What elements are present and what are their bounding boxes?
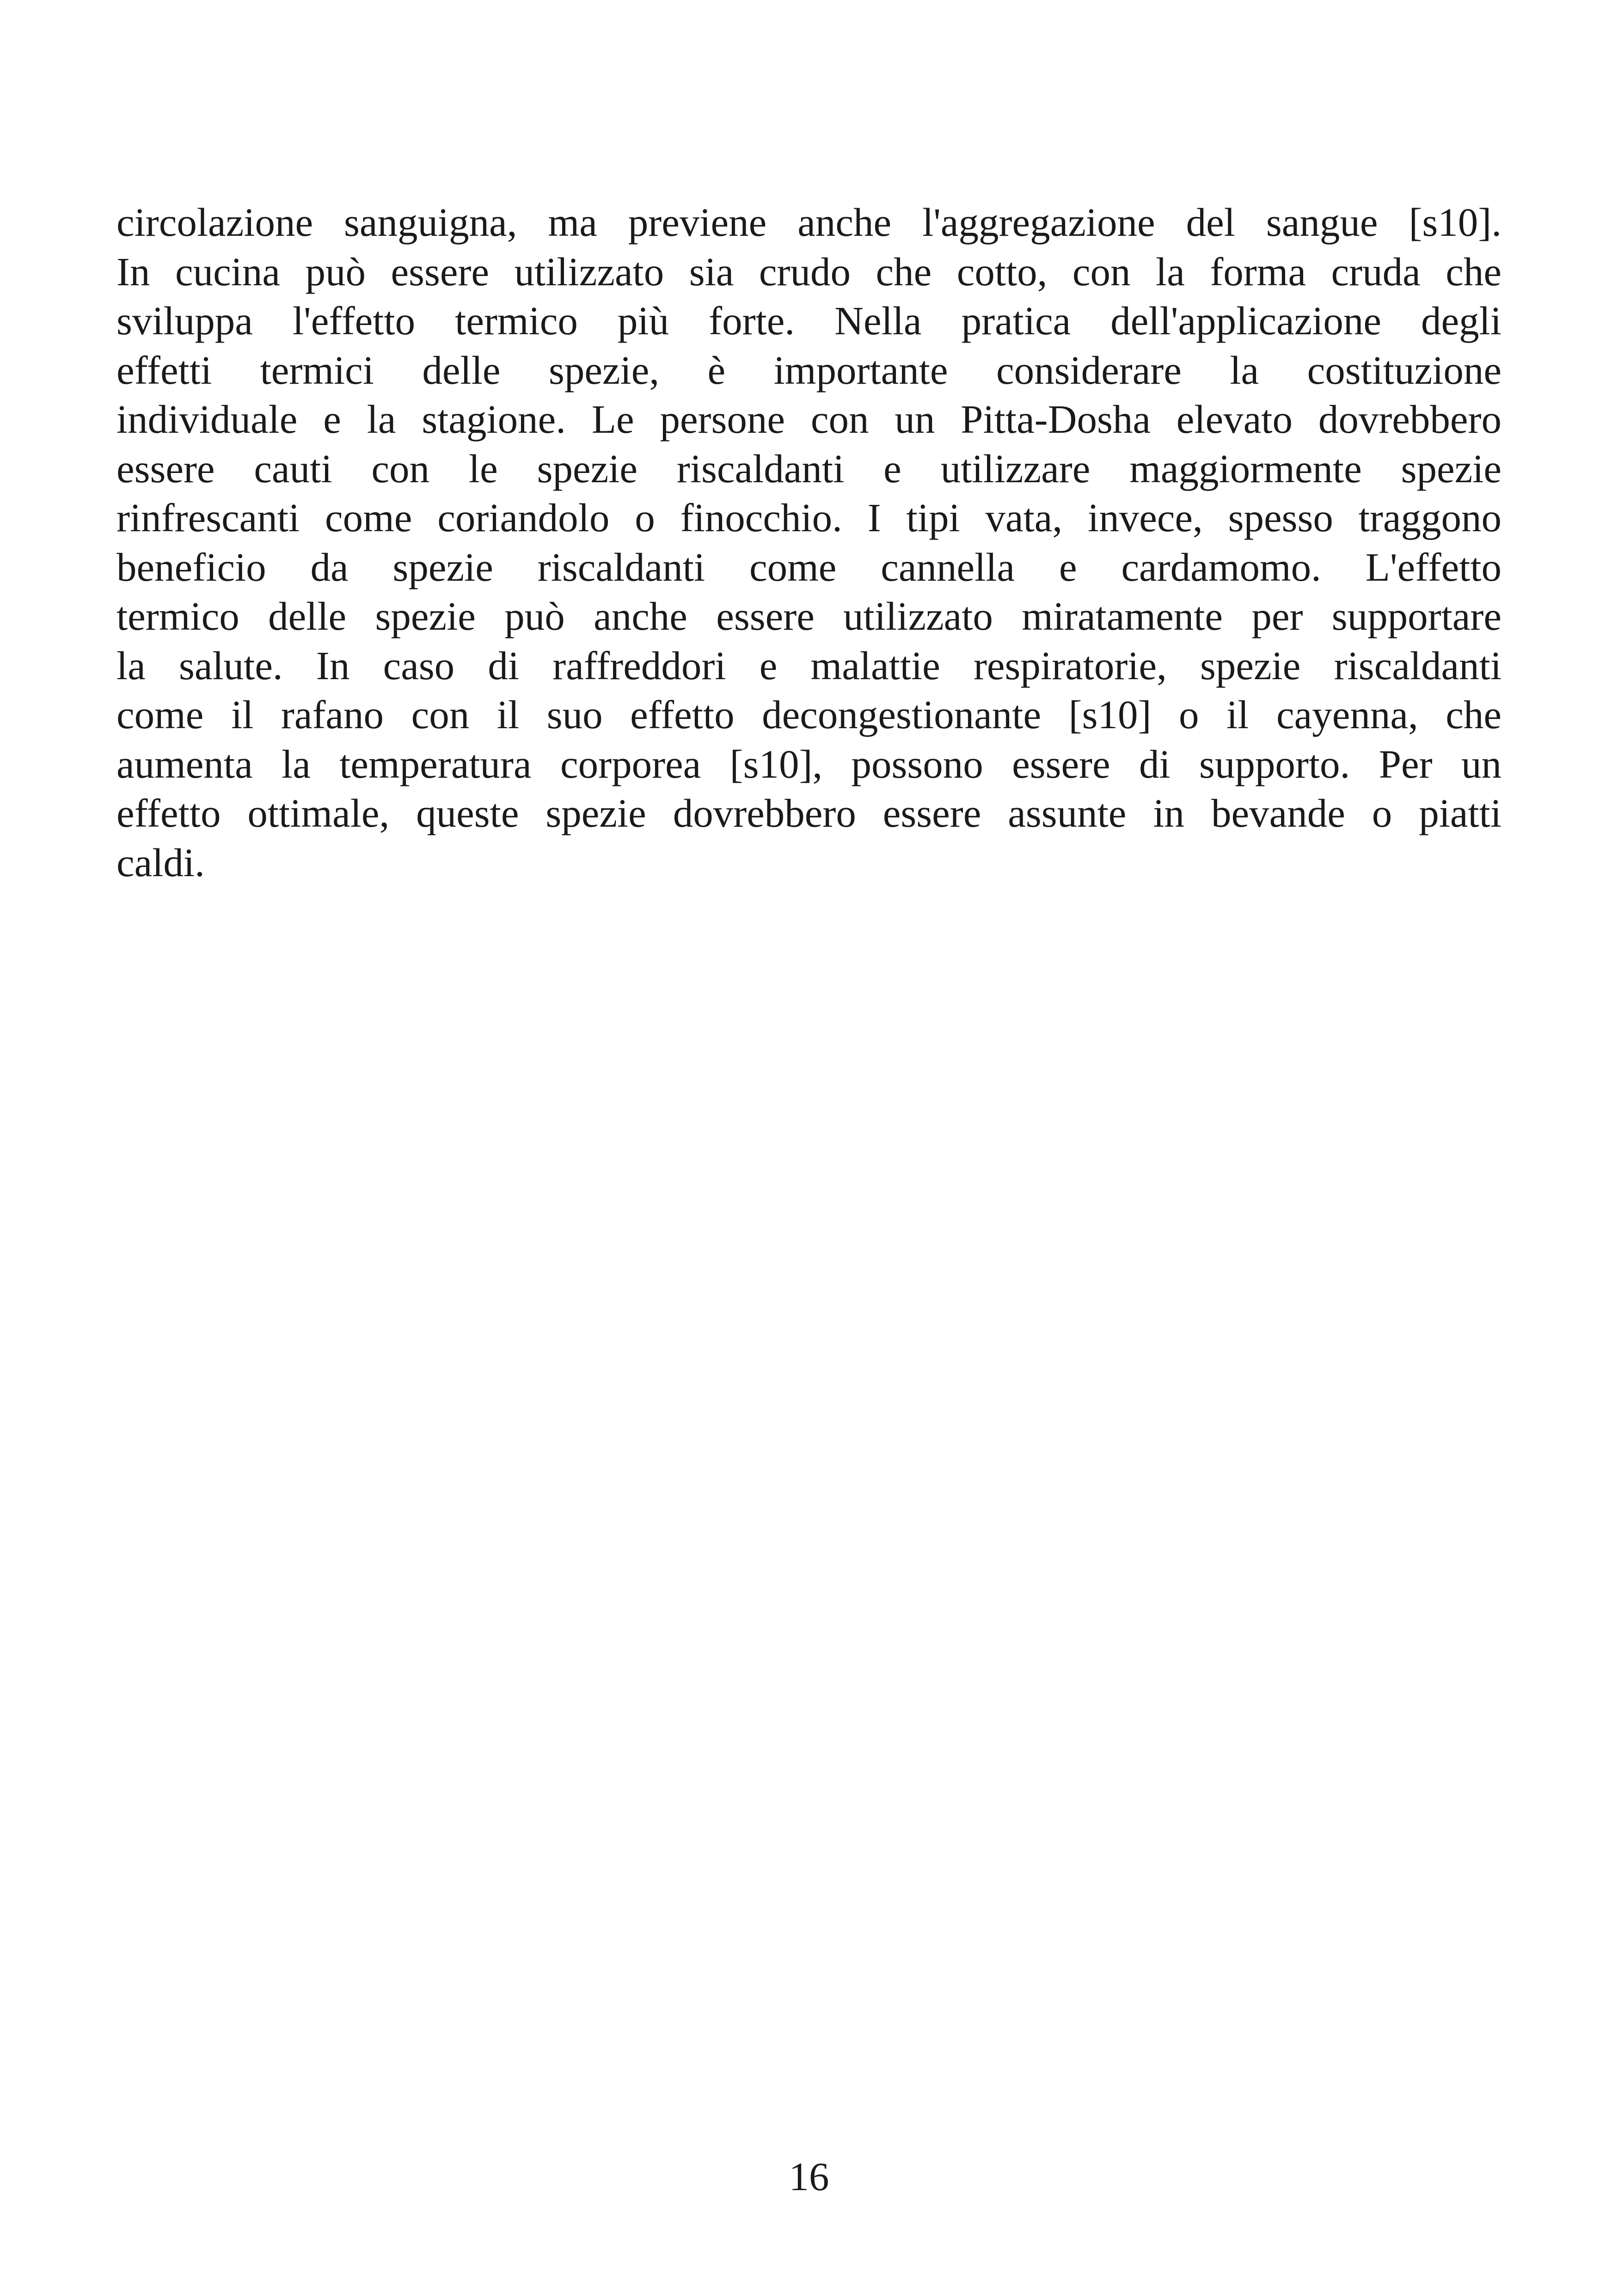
paragraph-line: In cucina può essere utilizzato sia crudo che cotto, con la forma cruda che — [116, 249, 1502, 294]
paragraph-line: circolazione sanguigna, ma previene anche l'aggregazione del sangue [s10]. — [116, 200, 1502, 245]
paragraph-line: effetti termici delle spezie, è importante considerare la costituzione — [116, 347, 1502, 393]
body-paragraph — [116, 198, 1502, 887]
paragraph-line: sviluppa l'effetto termico più forte. Nella pratica dell'applicazione degli — [116, 298, 1502, 343]
paragraph-line: caldi. — [116, 840, 205, 885]
paragraph-line: essere cauti con le spezie riscaldanti e utilizzare maggiormente spezie — [116, 446, 1502, 491]
paragraph-line: beneficio da spezie riscaldanti come cannella e cardamomo. L'effetto — [116, 544, 1502, 589]
paragraph-line: come il rafano con il suo effetto decongestionante [s10] o il cayenna, che — [116, 692, 1502, 737]
paragraph-line: aumenta la temperatura corporea [s10], possono essere di supporto. Per un — [116, 741, 1502, 786]
paragraph-line: individuale e la stagione. Le persone con un Pitta-Dosha elevato dovrebbero — [116, 397, 1502, 442]
page-number: 16 — [789, 2154, 829, 2199]
paragraph-line: effetto ottimale, queste spezie dovrebbero essere assunte in bevande o piatti — [116, 791, 1502, 835]
paragraph-line: termico delle spezie può anche essere utilizzato miratamente per supportare — [116, 594, 1502, 638]
paragraph-line: rinfrescanti come coriandolo o finocchio. I tipi vata, invece, spesso traggono — [116, 495, 1502, 540]
paragraph-line: la salute. In caso di raffreddori e malattie respiratorie, spezie riscaldanti — [116, 643, 1502, 688]
